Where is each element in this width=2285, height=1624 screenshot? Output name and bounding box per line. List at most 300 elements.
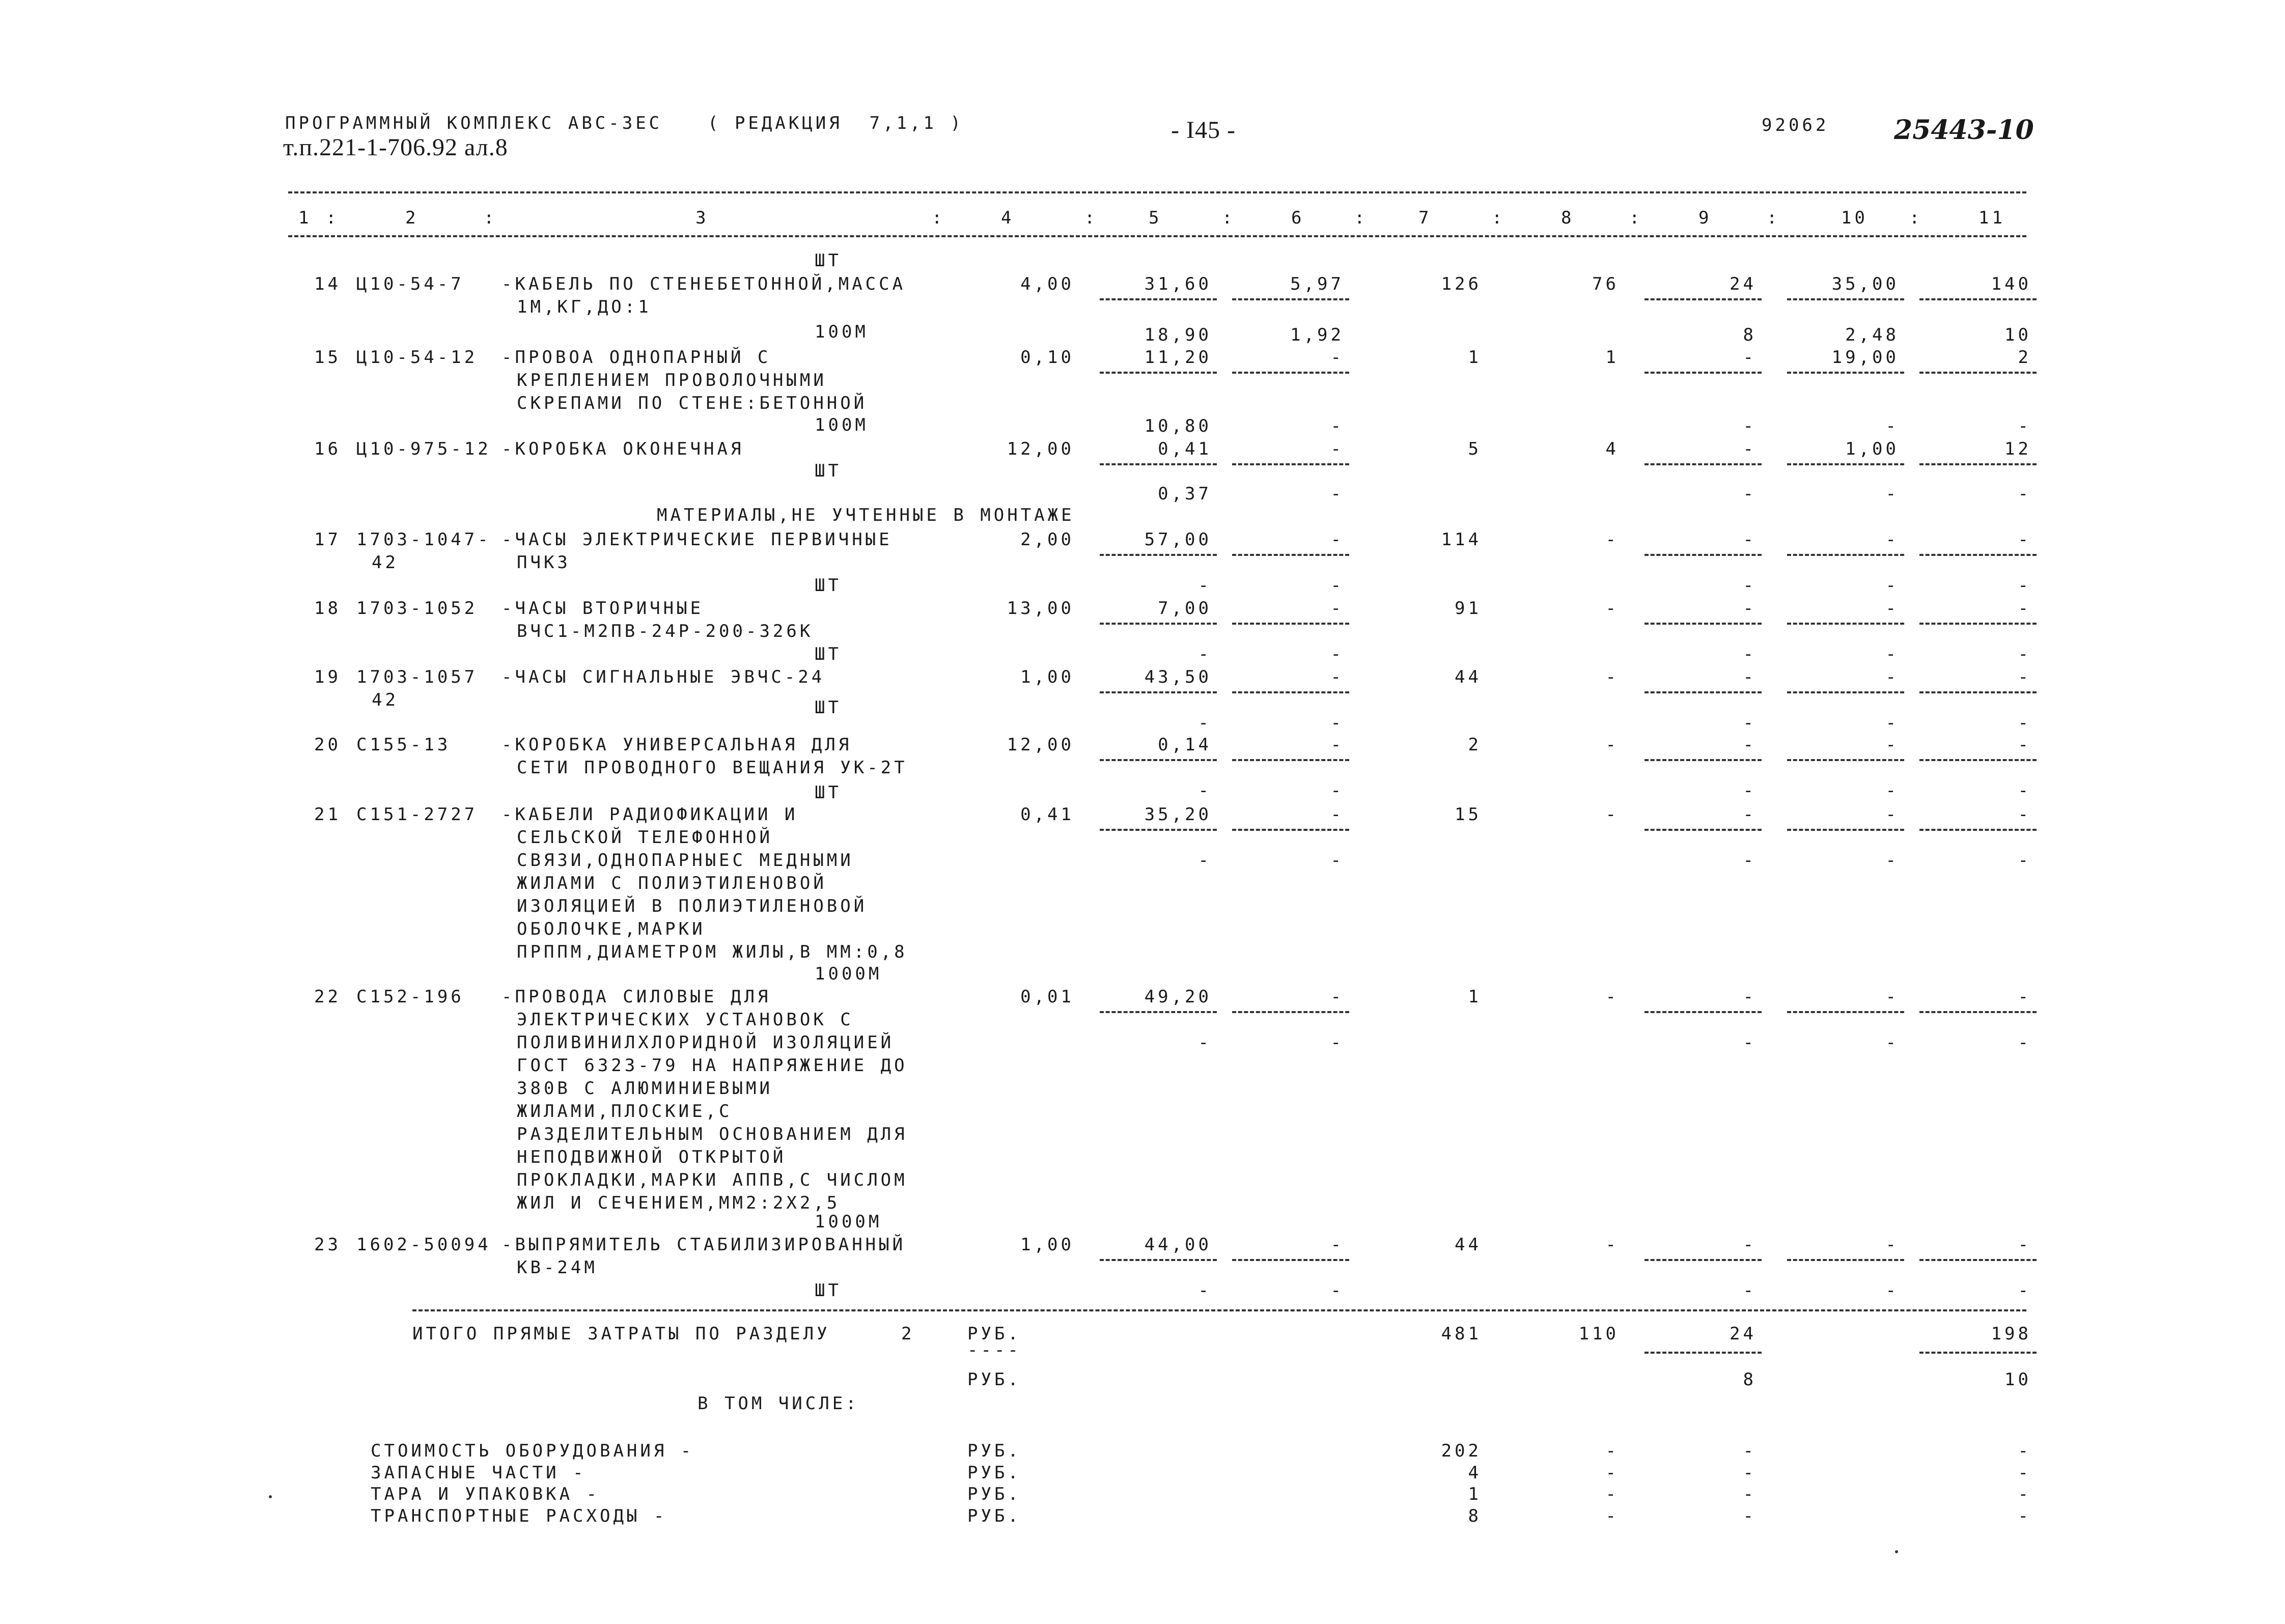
- cell-divider: [1787, 1259, 1904, 1261]
- row-code-suffix: 42: [372, 690, 399, 710]
- unit-label: ШТ: [815, 250, 842, 271]
- machine-sub-cell: -: [1743, 1280, 1757, 1301]
- machine-total-cell: 24: [1730, 274, 1757, 294]
- qty-cell: 4,00: [1020, 274, 1074, 294]
- machine-total-cell: -: [1743, 598, 1757, 619]
- qty-cell: 0,41: [1020, 804, 1074, 825]
- qty-cell: 13,00: [1007, 598, 1074, 619]
- row-number: 22: [314, 987, 341, 1007]
- row-description-line: -ЧАСЫ ВТОРИЧНЫЕ: [501, 598, 704, 619]
- wage-price-cell: -: [1330, 735, 1344, 755]
- labor-sub-cell: -: [2018, 416, 2031, 436]
- page-number: - I45 -: [1171, 117, 1236, 144]
- labor-total-cell: 2: [2018, 347, 2031, 368]
- unit-price-cell: 7,00: [1158, 598, 1212, 619]
- column-header-6: 6: [1291, 208, 1305, 228]
- cell-divider: [1232, 623, 1349, 625]
- cell-divider: [1645, 372, 1762, 374]
- breakdown-c8: -: [1605, 1506, 1619, 1526]
- row-description-line: ПРОКЛАДКИ,МАРКИ АППВ,С ЧИСЛОМ: [517, 1170, 908, 1190]
- row-unit: 100М: [815, 322, 869, 342]
- row-description-line: КРЕПЛЕНИЕМ ПРОВОЛОЧНЫМИ: [517, 370, 827, 390]
- cell-divider: [1645, 759, 1762, 761]
- totals-currency-2: РУБ.: [967, 1369, 1021, 1390]
- breakdown-c11: -: [2018, 1463, 2031, 1483]
- row-description-line: ОБОЛОЧКЕ,МАРКИ: [517, 919, 706, 939]
- machine-total-cell: -: [1743, 347, 1757, 368]
- total-cell: 126: [1441, 274, 1482, 294]
- labor-total-cell: 12: [2004, 439, 2031, 459]
- row-unit: ШТ: [815, 782, 842, 803]
- totals-label: ИТОГО ПРЯМЫЕ ЗАТРАТЫ ПО РАЗДЕЛУ: [412, 1324, 830, 1344]
- totals-c11: 198: [1991, 1324, 2031, 1344]
- cell-divider: [1232, 1011, 1349, 1013]
- totals-separator: ----: [967, 1340, 1021, 1360]
- cell-divider: [1232, 829, 1349, 831]
- row-code: С152-196: [356, 987, 464, 1007]
- row-description-line: СВЯЗИ,ОДНОПАРНЫЕС МЕДНЫМИ: [517, 850, 854, 871]
- breakdown-currency: РУБ.: [967, 1463, 1021, 1483]
- breakdown-c7: 202: [1441, 1441, 1482, 1461]
- materials-note: МАТЕРИАЛЫ,НЕ УЧТЕННЫЕ В МОНТАЖЕ: [657, 505, 1075, 525]
- labor-total-cell: -: [2018, 735, 2031, 755]
- row-description-line: ПРППМ,ДИАМЕТРОМ ЖИЛЫ,В ММ:0,8: [517, 942, 908, 962]
- unit-price-cell: 0,14: [1158, 735, 1212, 755]
- row-unit: 100М: [815, 415, 869, 435]
- cell-divider: [1645, 554, 1762, 556]
- row-description-line: 380В С АЛЮМИНИЕВЫМИ: [517, 1078, 773, 1099]
- labor-norm-cell: 19,00: [1831, 347, 1899, 368]
- labor-total-cell: -: [2018, 667, 2031, 687]
- totals-rule: [412, 1309, 2026, 1311]
- cell-divider: [1645, 691, 1762, 693]
- column-header-10: 10: [1841, 208, 1868, 228]
- column-separator: :: [1767, 208, 1780, 228]
- total-cell: 5: [1468, 439, 1482, 459]
- labor-norm-cell: 35,00: [1831, 274, 1899, 294]
- cell-divider: [1645, 463, 1762, 465]
- unit-price-sub-cell: 10,80: [1144, 416, 1212, 436]
- column-header-9: 9: [1698, 208, 1712, 228]
- cell-divider: [1100, 829, 1217, 831]
- row-code: 1703-1057: [356, 667, 478, 687]
- cell-divider: [1100, 463, 1217, 465]
- column-header-5: 5: [1149, 208, 1162, 228]
- project-code: т.п.221-1-706.92 ал.8: [283, 134, 508, 161]
- row-unit: ШТ: [815, 644, 842, 664]
- row-description-line: ПЧК3: [517, 552, 571, 573]
- labor-norm-cell: -: [1885, 804, 1899, 825]
- edition-label: ( РЕДАКЦИЯ 7,1,1 ): [708, 113, 964, 133]
- row-description-line: 1М,КГ,ДО:1: [517, 297, 652, 317]
- row-description-line: -ПРОВОА ОДНОПАРНЫЙ С: [501, 347, 771, 368]
- machine-total-cell: -: [1743, 804, 1757, 825]
- wage-price-cell: -: [1330, 439, 1344, 459]
- totals-divider: [1919, 1352, 2037, 1354]
- row-unit: ШТ: [815, 461, 842, 481]
- wage-price-sub-cell: -: [1330, 1032, 1344, 1053]
- unit-price-sub-cell: -: [1198, 713, 1212, 733]
- unit-price-sub-cell: -: [1198, 1280, 1212, 1301]
- wage-price-sub-cell: -: [1330, 780, 1344, 801]
- cell-divider: [1232, 298, 1349, 300]
- row-unit: 1000М: [815, 964, 882, 984]
- row-description-line: -ПРОВОДА СИЛОВЫЕ ДЛЯ: [501, 987, 771, 1007]
- row-description-line: -КАБЕЛИ РАДИОФИКАЦИИ И: [501, 804, 798, 825]
- column-separator: :: [932, 208, 945, 228]
- cell-divider: [1919, 829, 2037, 831]
- breakdown-label: СТОИМОСТЬ ОБОРУДОВАНИЯ -: [371, 1441, 694, 1461]
- cell-divider: [1645, 829, 1762, 831]
- machine-total-cell: -: [1743, 987, 1757, 1007]
- cell-divider: [1919, 554, 2037, 556]
- breakdown-c11: -: [2018, 1484, 2031, 1504]
- column-separator: :: [1222, 208, 1236, 228]
- row-unit: ШТ: [815, 1280, 842, 1301]
- cell-divider: [1645, 1011, 1762, 1013]
- column-separator: :: [1909, 208, 1923, 228]
- column-header-3: 3: [695, 208, 709, 228]
- wage-price-sub-cell: -: [1330, 416, 1344, 436]
- cell-divider: [1232, 1259, 1349, 1261]
- cell-divider: [1232, 759, 1349, 761]
- labor-total-cell: -: [2018, 598, 2031, 619]
- wage-total-cell: -: [1605, 667, 1619, 687]
- row-number: 19: [314, 667, 341, 687]
- machine-total-cell: -: [1743, 1235, 1757, 1255]
- program-name: ПРОГРАММНЫЙ КОМПЛЕКС АВС-ЗЕС: [285, 113, 663, 133]
- breakdown-c7: 4: [1468, 1463, 1482, 1483]
- breakdown-c8: -: [1605, 1484, 1619, 1504]
- breakdown-c11: -: [2018, 1441, 2031, 1461]
- row-description-line: ЖИЛАМИ,ПЛОСКИЕ,С: [517, 1101, 733, 1122]
- cell-divider: [1232, 554, 1349, 556]
- row-description-line: ЭЛЕКТРИЧЕСКИХ УСТАНОВОК С: [517, 1010, 854, 1030]
- labor-total-cell: -: [2018, 529, 2031, 550]
- qty-cell: 0,01: [1020, 987, 1074, 1007]
- breakdown-c7: 8: [1468, 1506, 1482, 1526]
- row-description-line: -КОРОБКА УНИВЕРСАЛЬНАЯ ДЛЯ: [501, 735, 852, 755]
- labor-sub-cell: -: [2018, 484, 2031, 504]
- labor-norm-cell: -: [1885, 735, 1899, 755]
- unit-price-sub-cell: -: [1198, 1032, 1212, 1053]
- row-code: Ц10-54-7: [356, 274, 464, 294]
- wage-price-sub-cell: -: [1330, 575, 1344, 596]
- cell-divider: [1100, 554, 1217, 556]
- qty-cell: 12,00: [1007, 439, 1074, 459]
- wage-total-cell: -: [1605, 1235, 1619, 1255]
- row-code: С155-13: [356, 735, 451, 755]
- row-code: 1703-1052: [356, 598, 478, 619]
- wage-price-sub-cell: 1,92: [1290, 325, 1344, 345]
- labor-norm-sub-cell: -: [1885, 1032, 1899, 1053]
- row-code-suffix: 42: [372, 552, 399, 573]
- breakdown-currency: РУБ.: [967, 1441, 1021, 1461]
- machine-sub-cell: -: [1743, 484, 1757, 504]
- wage-price-cell: -: [1330, 667, 1344, 687]
- row-description-line: -ВЫПРЯМИТЕЛЬ СТАБИЛИЗИРОВАННЫЙ: [501, 1235, 906, 1255]
- totals-currency: РУБ.: [967, 1324, 1021, 1344]
- row-number: 17: [314, 529, 341, 550]
- labor-sub-cell: -: [2018, 575, 2031, 596]
- cell-divider: [1645, 623, 1762, 625]
- row-number: 16: [314, 439, 341, 459]
- column-separator: :: [1629, 208, 1643, 228]
- breakdown-c9: -: [1743, 1506, 1757, 1526]
- cell-divider: [1645, 298, 1762, 300]
- wage-total-cell: 1: [1605, 347, 1619, 368]
- wage-price-cell: 5,97: [1290, 274, 1344, 294]
- labor-sub-cell: 10: [2004, 325, 2031, 345]
- labor-norm-sub-cell: -: [1885, 484, 1899, 504]
- machine-total-cell: -: [1743, 439, 1757, 459]
- unit-price-sub-cell: -: [1198, 850, 1212, 871]
- machine-sub-cell: -: [1743, 780, 1757, 801]
- total-cell: 15: [1455, 804, 1482, 825]
- cell-divider: [1787, 691, 1904, 693]
- header-rule-top: [288, 191, 2026, 193]
- total-cell: 44: [1455, 667, 1482, 687]
- totals-section: 2: [901, 1324, 915, 1344]
- labor-sub-cell: -: [2018, 780, 2031, 801]
- handwritten-stamp: 25443-10: [1894, 115, 2034, 146]
- labor-sub-cell: -: [2018, 1032, 2031, 1053]
- row-description-line: -КАБЕЛЬ ПО СТЕНЕБЕТОННОЙ,МАССА: [501, 274, 906, 294]
- column-header-4: 4: [1001, 208, 1015, 228]
- qty-cell: 1,00: [1020, 1235, 1074, 1255]
- machine-sub-cell: -: [1743, 644, 1757, 664]
- row-description-line: ПОЛИВИНИЛХЛОРИДНОЙ ИЗОЛЯЦИЕЙ: [517, 1032, 895, 1053]
- totals-c11-sub: 10: [2004, 1369, 2031, 1390]
- column-header-8: 8: [1561, 208, 1575, 228]
- row-description-line: ИЗОЛЯЦИЕЙ В ПОЛИЭТИЛЕНОВОЙ: [517, 896, 868, 916]
- cell-divider: [1232, 691, 1349, 693]
- machine-sub-cell: 8: [1743, 325, 1757, 345]
- totals-c9-sub: 8: [1743, 1369, 1757, 1390]
- totals-c8: 110: [1578, 1324, 1619, 1344]
- cell-divider: [1919, 463, 2037, 465]
- qty-cell: 0,10: [1020, 347, 1074, 368]
- row-unit: ШТ: [815, 575, 842, 596]
- cell-divider: [1100, 1011, 1217, 1013]
- column-separator: :: [326, 208, 340, 228]
- machine-sub-cell: -: [1743, 850, 1757, 871]
- unit-price-sub-cell: 18,90: [1144, 325, 1212, 345]
- row-code: С151-2727: [356, 804, 478, 825]
- breakdown-currency: РУБ.: [967, 1484, 1021, 1504]
- labor-norm-cell: -: [1885, 987, 1899, 1007]
- cell-divider: [1919, 372, 2037, 374]
- cell-divider: [1232, 463, 1349, 465]
- wage-price-cell: -: [1330, 1235, 1344, 1255]
- machine-total-cell: -: [1743, 529, 1757, 550]
- qty-cell: 12,00: [1007, 735, 1074, 755]
- breakdown-label: ЗАПАСНЫЕ ЧАСТИ -: [371, 1463, 587, 1483]
- breakdown-c9: -: [1743, 1484, 1757, 1504]
- labor-sub-cell: -: [2018, 644, 2031, 664]
- column-separator: :: [1354, 208, 1368, 228]
- row-code: 1703-1047-: [356, 529, 491, 550]
- unit-price-cell: 57,00: [1144, 529, 1212, 550]
- row-number: 21: [314, 804, 341, 825]
- cell-divider: [1100, 372, 1217, 374]
- column-header-1: 1: [298, 208, 312, 228]
- labor-norm-cell: -: [1885, 529, 1899, 550]
- cell-divider: [1787, 554, 1904, 556]
- document-code: 92062: [1762, 115, 1829, 135]
- labor-norm-sub-cell: -: [1885, 644, 1899, 664]
- machine-sub-cell: -: [1743, 713, 1757, 733]
- row-number: 18: [314, 598, 341, 619]
- breakdown-c9: -: [1743, 1463, 1757, 1483]
- labor-norm-sub-cell: -: [1885, 416, 1899, 436]
- cell-divider: [1100, 623, 1217, 625]
- cell-divider: [1787, 1011, 1904, 1013]
- total-cell: 2: [1468, 735, 1482, 755]
- row-code: Ц10-975-12: [356, 439, 491, 459]
- column-separator: :: [1492, 208, 1506, 228]
- breakdown-c8: -: [1605, 1441, 1619, 1461]
- row-description-line: -ЧАСЫ ЭЛЕКТРИЧЕСКИЕ ПЕРВИЧНЫЕ: [501, 529, 893, 550]
- totals-c7: 481: [1441, 1324, 1482, 1344]
- row-description-line: СЕЛЬСКОЙ ТЕЛЕФОННОЙ: [517, 827, 773, 848]
- row-number: 23: [314, 1235, 341, 1255]
- row-description-line: РАЗДЕЛИТЕЛЬНЫМ ОСНОВАНИЕМ ДЛЯ: [517, 1124, 908, 1144]
- total-cell: 1: [1468, 987, 1482, 1007]
- unit-price-sub-cell: -: [1198, 644, 1212, 664]
- breakdown-c9: -: [1743, 1441, 1757, 1461]
- labor-norm-sub-cell: -: [1885, 780, 1899, 801]
- qty-cell: 2,00: [1020, 529, 1074, 550]
- unit-price-cell: 49,20: [1144, 987, 1212, 1007]
- labor-total-cell: 140: [1991, 274, 2031, 294]
- total-cell: 114: [1441, 529, 1482, 550]
- unit-price-cell: 31,60: [1144, 274, 1212, 294]
- cell-divider: [1787, 759, 1904, 761]
- row-description-line: ВЧС1-М2ПВ-24Р-200-326К: [517, 621, 814, 641]
- wage-price-cell: -: [1330, 987, 1344, 1007]
- cell-divider: [1100, 759, 1217, 761]
- unit-price-sub-cell: 0,37: [1158, 484, 1212, 504]
- cell-divider: [1100, 298, 1217, 300]
- breakdown-currency: РУБ.: [967, 1506, 1021, 1526]
- wage-price-sub-cell: -: [1330, 713, 1344, 733]
- breakdown-c7: 1: [1468, 1484, 1482, 1504]
- unit-price-cell: 0,41: [1158, 439, 1212, 459]
- total-cell: 1: [1468, 347, 1482, 368]
- labor-norm-sub-cell: -: [1885, 575, 1899, 596]
- cell-divider: [1100, 691, 1217, 693]
- machine-total-cell: -: [1743, 667, 1757, 687]
- wage-price-sub-cell: -: [1330, 1280, 1344, 1301]
- cell-divider: [1919, 1011, 2037, 1013]
- labor-sub-cell: -: [2018, 713, 2031, 733]
- row-number: 14: [314, 274, 341, 294]
- cell-divider: [1787, 829, 1904, 831]
- column-header-2: 2: [405, 208, 419, 228]
- cell-divider: [1787, 372, 1904, 374]
- wage-price-sub-cell: -: [1330, 850, 1344, 871]
- breakdown-c11: -: [2018, 1506, 2031, 1526]
- column-header-11: 11: [1979, 208, 2005, 228]
- labor-norm-sub-cell: 2,48: [1845, 325, 1899, 345]
- labor-total-cell: -: [2018, 1235, 2031, 1255]
- scan-speck: [1895, 1550, 1898, 1553]
- labor-norm-cell: 1,00: [1845, 439, 1899, 459]
- cell-divider: [1232, 372, 1349, 374]
- cell-divider: [1919, 623, 2037, 625]
- totals-divider: [1645, 1352, 1762, 1354]
- scan-speck: [269, 1495, 272, 1498]
- row-code: Ц10-54-12: [356, 347, 478, 368]
- wage-total-cell: 76: [1592, 274, 1619, 294]
- breakdown-label: ТАРА И УПАКОВКА -: [371, 1484, 600, 1504]
- cell-divider: [1919, 691, 2037, 693]
- labor-norm-cell: -: [1885, 667, 1899, 687]
- labor-sub-cell: -: [2018, 1280, 2031, 1301]
- machine-sub-cell: -: [1743, 416, 1757, 436]
- row-number: 15: [314, 347, 341, 368]
- wage-price-cell: -: [1330, 529, 1344, 550]
- unit-price-sub-cell: -: [1198, 575, 1212, 596]
- machine-sub-cell: -: [1743, 1032, 1757, 1053]
- cell-divider: [1787, 298, 1904, 300]
- row-code: 1602-50094: [356, 1235, 491, 1255]
- total-cell: 44: [1455, 1235, 1482, 1255]
- including-label: В ТОМ ЧИСЛЕ:: [698, 1393, 859, 1414]
- labor-norm-cell: -: [1885, 598, 1899, 619]
- header-rule-bottom: [288, 235, 2026, 237]
- machine-sub-cell: -: [1743, 575, 1757, 596]
- row-number: 20: [314, 735, 341, 755]
- labor-sub-cell: -: [2018, 850, 2031, 871]
- cell-divider: [1100, 1259, 1217, 1261]
- labor-norm-cell: -: [1885, 1235, 1899, 1255]
- row-description-line: СКРЕПАМИ ПО СТЕНЕ:БЕТОННОЙ: [517, 393, 868, 413]
- wage-total-cell: -: [1605, 804, 1619, 825]
- wage-price-cell: -: [1330, 804, 1344, 825]
- wage-total-cell: -: [1605, 735, 1619, 755]
- row-description-line: -КОРОБКА ОКОНЕЧНАЯ: [501, 439, 744, 459]
- wage-price-cell: -: [1330, 598, 1344, 619]
- cell-divider: [1919, 298, 2037, 300]
- row-description-line: -ЧАСЫ СИГНАЛЬНЫЕ ЭВЧС-24: [501, 667, 825, 687]
- row-description-line: ГОСТ 6323-79 НА НАПРЯЖЕНИЕ ДО: [517, 1055, 908, 1076]
- row-description-line: ЖИЛАМИ С ПОЛИЭТИЛЕНОВОЙ: [517, 873, 827, 893]
- wage-price-sub-cell: -: [1330, 644, 1344, 664]
- labor-norm-sub-cell: -: [1885, 850, 1899, 871]
- row-unit: ШТ: [815, 697, 842, 718]
- wage-price-sub-cell: -: [1330, 484, 1344, 504]
- wage-price-cell: -: [1330, 347, 1344, 368]
- column-header-7: 7: [1418, 208, 1432, 228]
- labor-norm-sub-cell: -: [1885, 1280, 1899, 1301]
- unit-price-cell: 43,50: [1144, 667, 1212, 687]
- breakdown-c8: -: [1605, 1463, 1619, 1483]
- wage-total-cell: 4: [1605, 439, 1619, 459]
- labor-total-cell: -: [2018, 804, 2031, 825]
- breakdown-label: ТРАНСПОРТНЫЕ РАСХОДЫ -: [371, 1506, 667, 1526]
- column-separator: :: [484, 208, 497, 228]
- total-cell: 91: [1455, 598, 1482, 619]
- qty-cell: 1,00: [1020, 667, 1074, 687]
- unit-price-cell: 35,20: [1144, 804, 1212, 825]
- labor-norm-sub-cell: -: [1885, 713, 1899, 733]
- row-description-line: КВ-24М: [517, 1257, 598, 1278]
- wage-total-cell: -: [1605, 987, 1619, 1007]
- cell-divider: [1919, 1259, 2037, 1261]
- row-description-line: ЖИЛ И СЕЧЕНИЕМ,ММ2:2Х2,5: [517, 1193, 841, 1213]
